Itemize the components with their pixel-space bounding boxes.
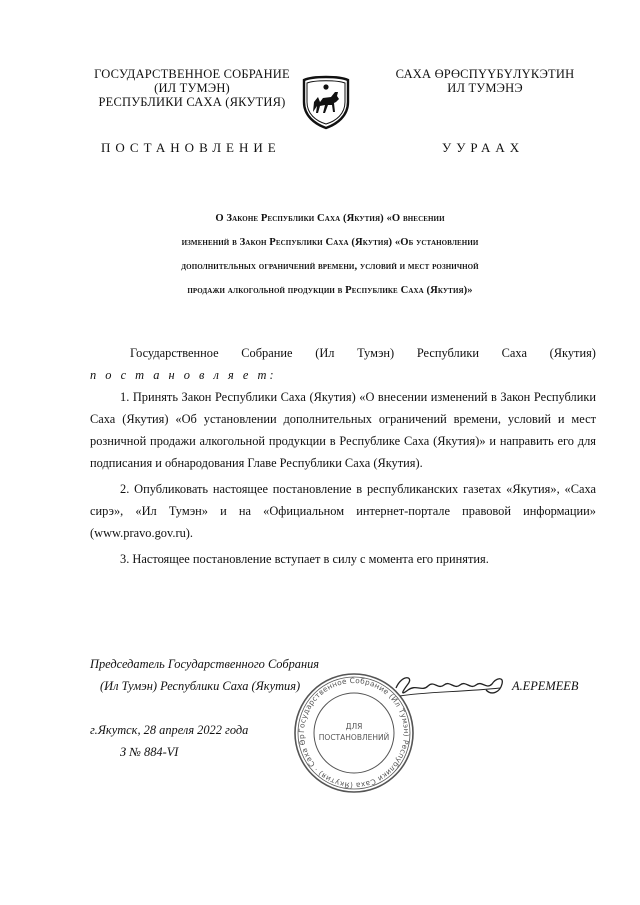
doc-type-ru: ПОСТАНОВЛЕНИЕ xyxy=(101,140,281,155)
preamble-word: Тумэн) xyxy=(357,346,395,360)
title-line-2: изменений в Закон Республики Саха (Якутия) «Об установлении xyxy=(181,237,479,248)
preamble-word: Саха xyxy=(501,346,527,360)
item-2: 2. Опубликовать настоящее постановление в республиканских газетах «Якутия», «Саха сирэ», «Ил Тумэн» и на «Официальном интернет-портале правовой информации» (www.pravo.gov.ru). xyxy=(90,482,596,540)
header-right-line-1: САХА ӨРӨСПҮҮБҮЛҮКЭТИН xyxy=(395,67,575,81)
doc-type-sakha: УУРААХ xyxy=(442,140,525,155)
header-left-line-2: (ИЛ ТУМЭН) xyxy=(154,81,230,95)
republic-emblem xyxy=(301,72,351,130)
preamble-word: Государственное xyxy=(130,346,219,360)
title-line-4: продажи алкогольной продукции в Республике Саха (Якутия)» xyxy=(187,285,473,296)
handwritten-signature xyxy=(392,670,510,702)
header-right-line-2: ИЛ ТУМЭНЭ xyxy=(447,81,523,95)
preamble-word: (Якутия) xyxy=(549,346,596,360)
stamp-ring-text: Государственное Собрание (Ил Тумэн) Республики Саха (Якутия) · Саха Өр xyxy=(296,675,412,791)
signatory-title-line-2: (Ил Тумэн) Республики Саха (Якутия) xyxy=(100,679,301,693)
header-left-line-1: ГОСУДАРСТВЕННОЕ СОБРАНИЕ xyxy=(94,67,290,81)
resolves-verb: п о с т а н о в л я е т: xyxy=(90,368,277,382)
preamble xyxy=(90,342,596,364)
item-1: 1. Принять Закон Республики Саха (Якутия) «О внесении изменений в Закон Республики Саха (Якутия) «Об установлении дополнительных ограничений времени, условий и мест розничной продажи алкогольной продукции в Республике Саха (Якутия)» и направить его для подписания и обнародования Главе Республики Саха (Якутия). xyxy=(90,390,596,470)
title-line-3: дополнительных ограничений времени, условий и мест розничной xyxy=(181,261,479,272)
preamble-word: (Ил xyxy=(315,346,335,360)
place-date: г.Якутск, 28 апреля 2022 года xyxy=(90,723,249,737)
signatory-name: А.ЕРЕМЕЕВ xyxy=(512,679,579,693)
preamble-word: Республики xyxy=(416,346,479,360)
stamp-center-line-1: ДЛЯ xyxy=(345,722,363,731)
signatory-title-line-1: Председатель Государственного Собрания xyxy=(90,657,320,671)
document-title xyxy=(80,207,580,303)
preamble-word: Собрание xyxy=(241,346,293,360)
document-number: З № 884-VI xyxy=(120,745,179,759)
document-body xyxy=(90,342,596,570)
stamp-center-line-2: ПОСТАНОВЛЕНИЙ xyxy=(318,733,390,742)
emblem-icon xyxy=(301,72,351,130)
item-3: 3. Настоящее постановление вступает в силу с момента его принятия. xyxy=(120,552,489,566)
title-line-1: О Законе Республики Саха (Якутия) «О внесении xyxy=(215,213,445,224)
header-left-line-3: РЕСПУБЛИКИ САХА (ЯКУТИЯ) xyxy=(98,95,286,109)
header-right xyxy=(380,67,590,95)
header-left xyxy=(86,67,298,109)
